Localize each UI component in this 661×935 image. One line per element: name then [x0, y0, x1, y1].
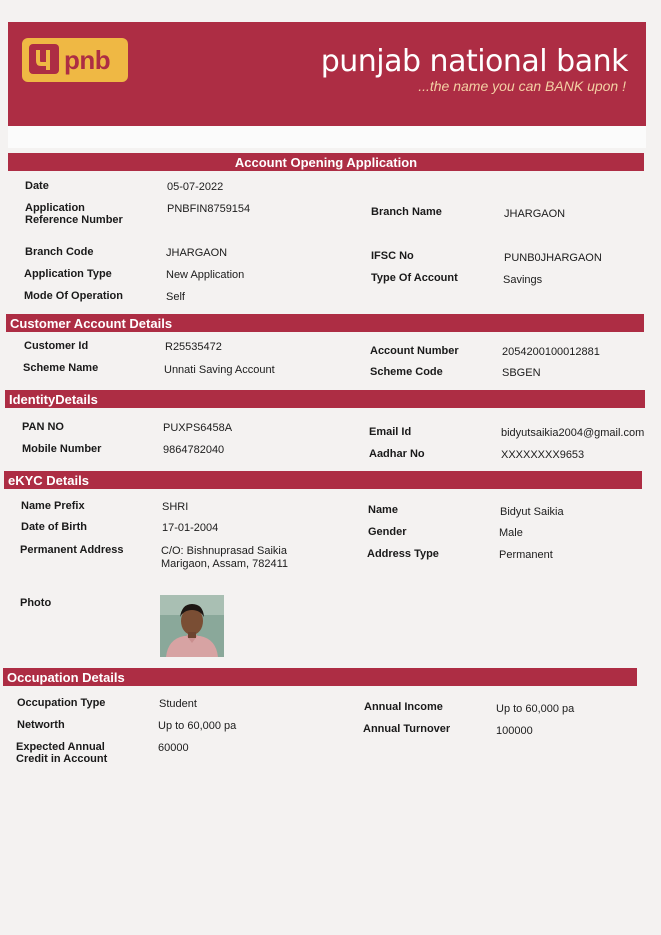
dob-value: 17-01-2004 [162, 522, 219, 534]
networth-value: Up to 60,000 pa [158, 720, 237, 732]
address-type-value: Permanent [499, 549, 553, 561]
branch-code-label: Branch Code [25, 246, 94, 258]
credit-label-line2: Credit in Account [16, 753, 108, 765]
ref-label-line2: Reference Number [25, 214, 123, 226]
pnb-logo-mark-icon [29, 44, 59, 74]
bank-name: punjab national bank [320, 44, 628, 79]
address-line1: C/O: Bishnuprasad Saikia [161, 545, 287, 557]
ifsc-value: PUNB0JHARGAON [504, 252, 602, 264]
branch-code-value: JHARGAON [166, 247, 228, 259]
scheme-code-value: SBGEN [502, 367, 541, 379]
mode-value: Self [166, 291, 185, 303]
account-number-label: Account Number [370, 345, 459, 357]
annual-income-value: Up to 60,000 pa [496, 703, 575, 715]
branch-name-label: Branch Name [371, 206, 442, 218]
address-label: Permanent Address [20, 544, 124, 556]
scheme-name-value: Unnati Saving Account [164, 364, 275, 376]
customer-account-section-title: Customer Account Details [6, 314, 644, 332]
address-line2: Marigaon, Assam, 782411 [161, 558, 288, 570]
photo-label: Photo [20, 597, 52, 609]
customer-id-label: Customer Id [24, 340, 89, 352]
ref-label-line1: Application [25, 202, 85, 214]
logo-text: pnb [64, 45, 111, 75]
aadhar-value: XXXXXXXX9653 [501, 449, 585, 461]
account-type-value: Savings [503, 274, 543, 286]
app-type-label: Application Type [24, 268, 112, 280]
header-divider [8, 126, 646, 148]
name-label: Name [368, 504, 398, 516]
occupation-type-value: Student [159, 698, 197, 710]
credit-label-line1: Expected Annual [16, 741, 105, 753]
aadhar-label: Aadhar No [369, 448, 425, 460]
identity-section-title: IdentityDetails [5, 390, 645, 408]
pan-label: PAN NO [22, 421, 64, 433]
gender-label: Gender [368, 526, 407, 538]
annual-turnover-value: 100000 [496, 725, 533, 737]
customer-id-value: R25535472 [165, 341, 222, 353]
gender-value: Male [499, 527, 523, 539]
mobile-value: 9864782040 [163, 444, 225, 456]
app-type-value: New Application [166, 269, 245, 281]
credit-value: 60000 [158, 742, 189, 754]
name-prefix-value: SHRI [162, 501, 189, 513]
networth-label: Networth [17, 719, 65, 731]
annual-income-label: Annual Income [364, 701, 443, 713]
bank-tagline: ...the name you can BANK upon ! [418, 78, 626, 94]
name-value: Bidyut Saikia [500, 506, 564, 518]
occupation-section-title: Occupation Details [3, 668, 637, 686]
email-label: Email Id [369, 426, 412, 438]
mode-label: Mode Of Operation [24, 290, 123, 302]
customer-photo [160, 595, 224, 657]
address-type-label: Address Type [367, 548, 439, 560]
scheme-name-label: Scheme Name [23, 362, 99, 374]
scheme-code-label: Scheme Code [370, 366, 443, 378]
account-number-value: 2054200100012881 [502, 346, 600, 358]
form-title: Account Opening Application [8, 153, 644, 171]
ekyc-section-title: eKYC Details [4, 471, 642, 489]
pan-value: PUXPS6458A [163, 422, 233, 434]
annual-turnover-label: Annual Turnover [363, 723, 451, 735]
occupation-type-label: Occupation Type [17, 697, 106, 709]
ref-value: PNBFIN8759154 [167, 203, 251, 215]
dob-label: Date of Birth [21, 521, 87, 533]
branch-name-value: JHARGAON [504, 208, 566, 220]
account-type-label: Type Of Account [371, 272, 458, 284]
name-prefix-label: Name Prefix [21, 500, 85, 512]
ifsc-label: IFSC No [371, 250, 414, 262]
bank-header [8, 22, 646, 126]
mobile-label: Mobile Number [22, 443, 102, 455]
email-value: bidyutsaikia2004@gmail.com [501, 427, 645, 439]
date-value: 05-07-2022 [167, 181, 224, 193]
pnb-logo [22, 38, 128, 82]
date-label: Date [25, 180, 49, 192]
